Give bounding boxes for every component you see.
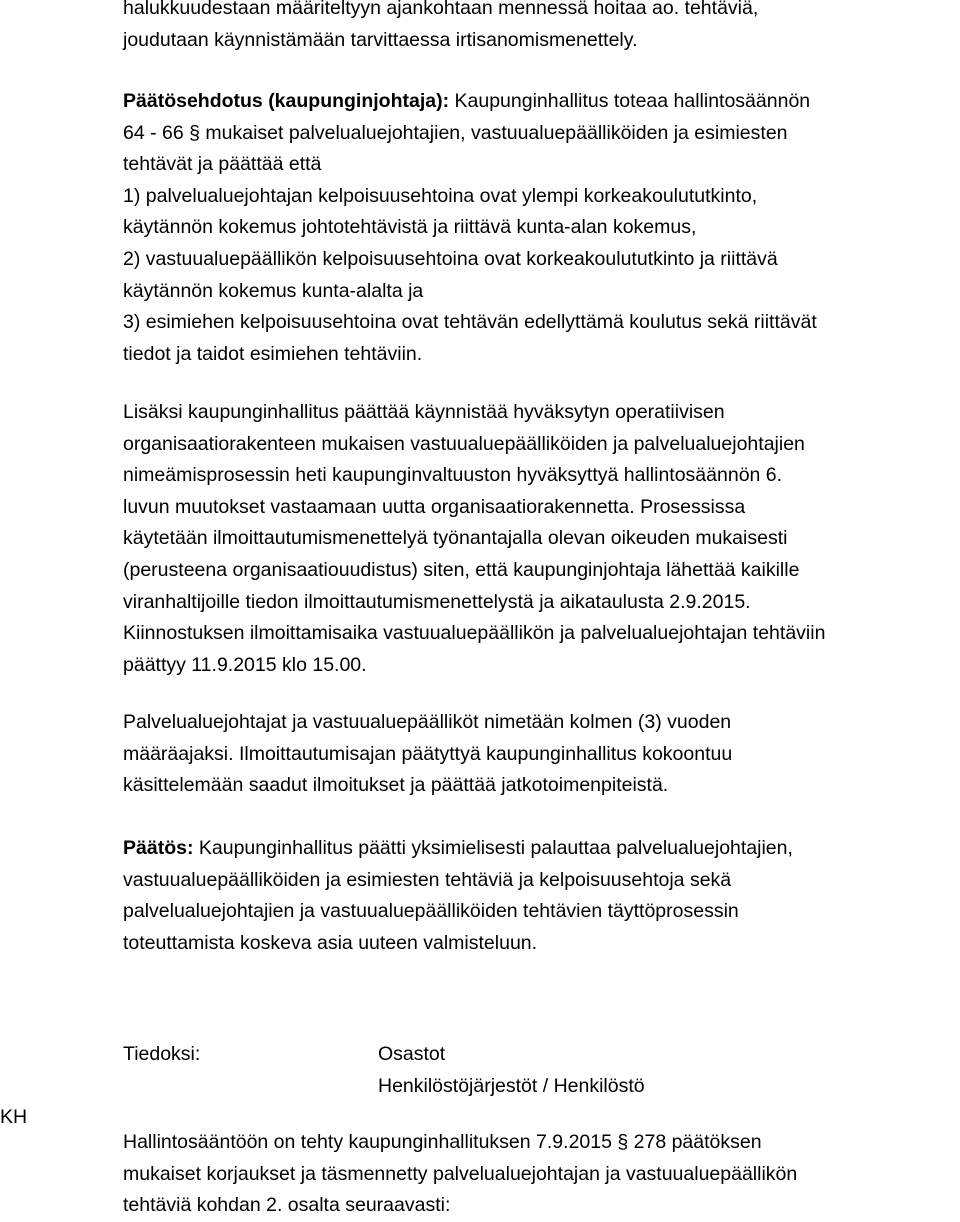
decision-label: Päätös: (123, 837, 194, 859)
attachments-recipients (378, 1039, 645, 1102)
text-line: luvun muutokset vastaamaan uutta organisaatiorakennetta. Prosessissa (123, 495, 746, 518)
decision-proposal-label: Päätösehdotus (kaupunginjohtaja): (123, 90, 450, 112)
text-line: vastuualuepäälliköiden ja esimiesten tehtäviä ja kelpoisuusehtoja sekä (123, 868, 732, 891)
text-fragment: Kaupunginhallitus päätti yksimielisesti palauttaa palvelualuejohtajien, (193, 837, 793, 859)
recipient: Henkilöstöjärjestöt / Henkilöstö (378, 1074, 645, 1097)
text-line: 3) esimiehen kelpoisuusehtoina ovat tehtävän edellyttämä koulutus sekä riittävät (123, 311, 817, 334)
attachments-label: Tiedoksi: (123, 1043, 201, 1065)
text-line: (perusteena organisaatiouudistus) siten, että kaupunginjohtaja lähettää kaikille (123, 558, 800, 581)
text-line: käytetään ilmoittautumismenettelyä työnantajalla olevan oikeuden mukaisesti (123, 527, 788, 550)
text-line: palvelualuejohtajien ja vastuualuepäälliköiden tehtävien täyttöprosessin (123, 900, 739, 923)
text-fragment: Kaupunginhallitus toteaa hallintosäännön (449, 90, 811, 112)
text-line: organisaatiorakenteen mukaisen vastuualuepäälliköiden ja palvelualuejohtajien (123, 432, 805, 455)
text-line: tehtäviä kohdan 2. osalta seuraavasti: (123, 1194, 451, 1217)
text-line: Palvelualuejohtajat ja vastuualuepäälliköt nimetään kolmen (3) vuoden (123, 711, 732, 733)
text-line: määräajaksi. Ilmoittautumisajan päätyttyä kaupunginhallitus kokoontuu (123, 742, 733, 765)
kh-marker: KH (0, 1106, 28, 1128)
text-line: päättyy 11.9.2015 klo 15.00. (123, 653, 367, 676)
text-line: tiedot ja taidot esimiehen tehtäviin. (123, 342, 423, 365)
text-line: 64 - 66 § mukaiset palvelualuejohtajien, vastuualuepäälliköiden ja esimiesten (123, 121, 788, 144)
text-line: käsittelemään saadut ilmoitukset ja päättää jatkotoimenpiteistä. (123, 774, 669, 797)
text-line: viranhaltijoille tiedon ilmoittautumismenettelystä ja aikataulusta 2.9.2015. (123, 590, 751, 613)
text-line: nimeämisprosessin heti kaupunginvaltuuston hyväksyttyä hallintosäännön 6. (123, 464, 783, 487)
amendment-paragraph (123, 1127, 960, 1222)
text-line: mukaiset korjaukset ja täsmennetty palvelualuejohtajan ja vastuualuepäällikön (123, 1162, 798, 1185)
additional-paragraph (123, 397, 960, 681)
decision-first-line (123, 833, 960, 865)
decision-paragraph (123, 833, 960, 959)
text-line: 2) vastuualuepäällikön kelpoisuusehtoina ovat korkeakoulututkinto ja riittävä (123, 247, 778, 270)
text-line: Hallintosääntöön on tehty kaupunginhallituksen 7.9.2015 § 278 päätöksen (123, 1131, 762, 1153)
text-line: toteuttamista koskeva asia uuteen valmisteluun. (123, 931, 538, 954)
text-line: 1) palvelualuejohtajan kelpoisuusehtoina ovat ylempi korkeakoulututkinto, (123, 184, 758, 207)
text-line: tehtävät ja päättää että (123, 153, 322, 176)
decision-proposal-first-line (123, 86, 960, 118)
text-line: käytännön kokemus kunta-alalta ja (123, 279, 424, 302)
term-paragraph (123, 707, 960, 802)
intro-paragraph (123, 0, 960, 56)
text-line: Kiinnostuksen ilmoittamisaika vastuualuepäällikön ja palvelualuejohtajan tehtäviin (123, 622, 826, 645)
text-line: joudutaan käynnistämään tarvittaessa irtisanomismenettely. (123, 28, 638, 51)
text-line: käytännön kokemus johtotehtävistä ja riittävä kunta-alan kokemus, (123, 216, 697, 239)
decision-proposal-paragraph (123, 86, 960, 370)
recipient: Osastot (378, 1043, 446, 1065)
text-line: Lisäksi kaupunginhallitus päättää käynnistää hyväksytyn operatiivisen (123, 401, 725, 423)
text-line: halukkuudestaan määriteltyyn ajankohtaan mennessä hoitaa ao. tehtäviä, (123, 0, 759, 19)
